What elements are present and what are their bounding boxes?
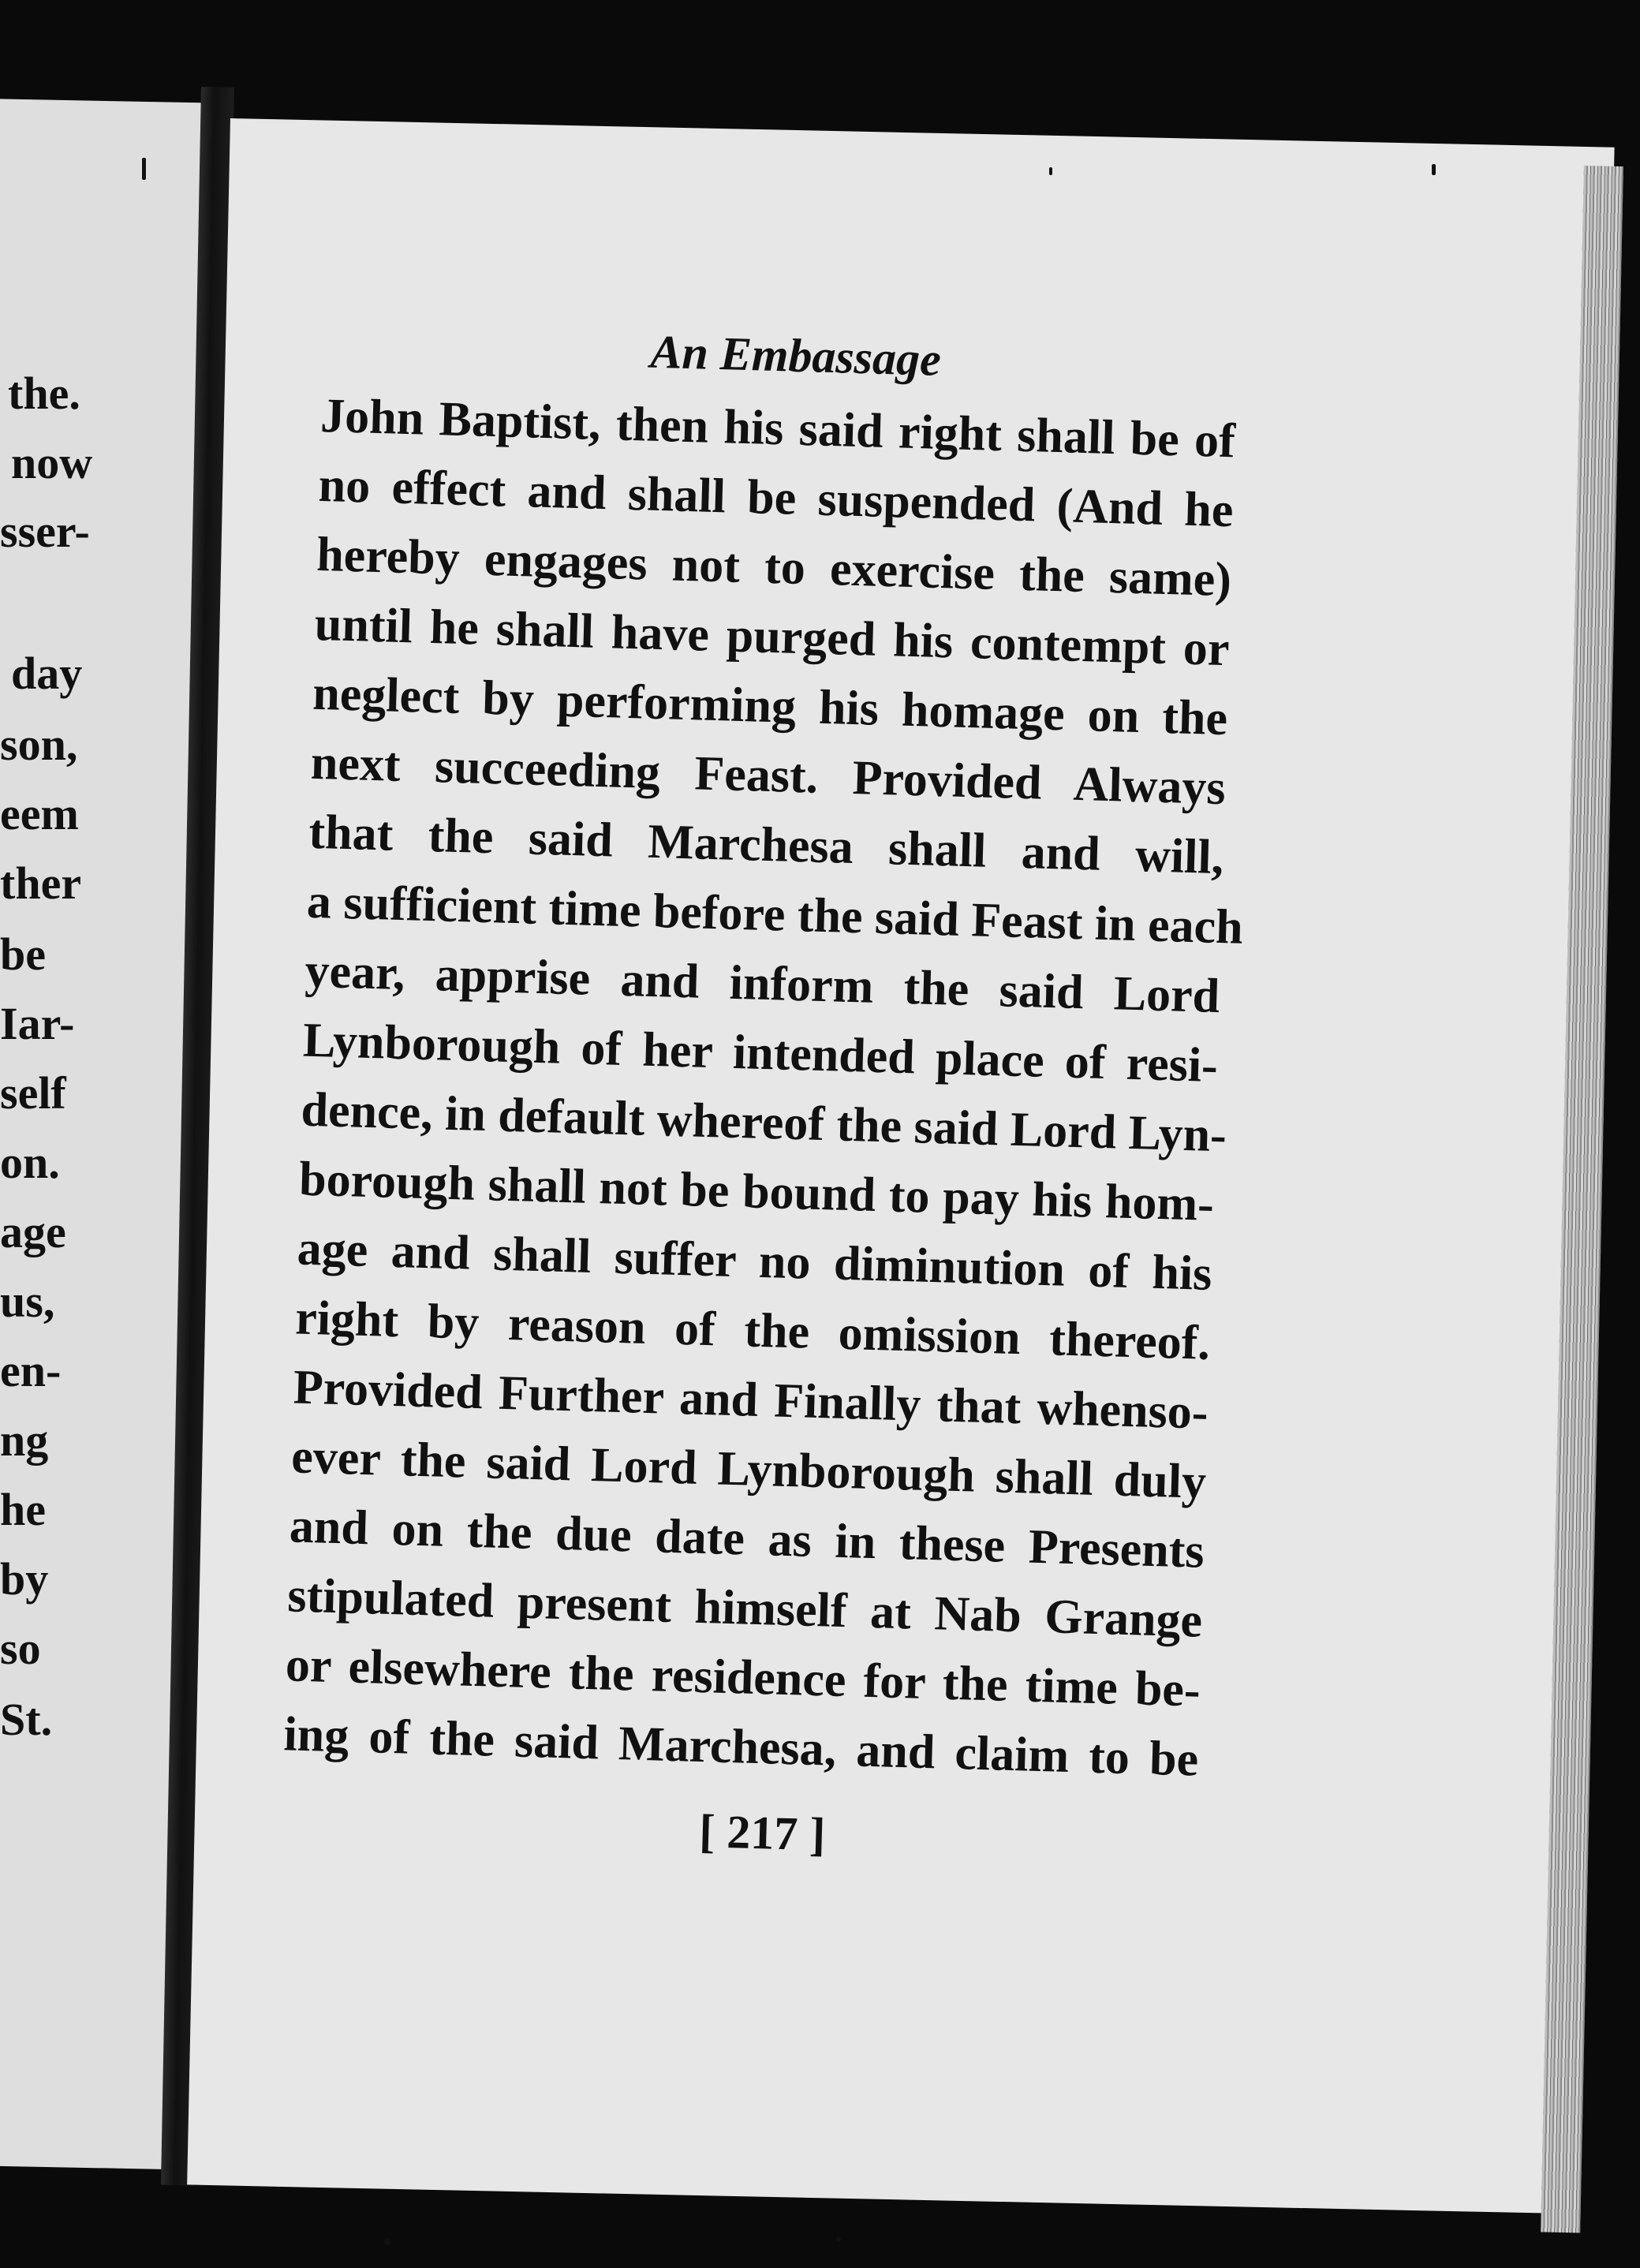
left-fragment: age xyxy=(0,1206,66,1257)
left-fragment: day xyxy=(11,648,83,699)
text-line: year, apprise and inform the said Lord xyxy=(304,943,1221,1024)
text-line: next succeeding Feast. Provided Always xyxy=(310,735,1227,816)
left-fragment: the. xyxy=(8,368,80,419)
text-line: until he shall have purged his contempt or xyxy=(313,596,1231,677)
left-fragment: so xyxy=(0,1623,41,1674)
text-line: stipulated present himself at Nab Grange xyxy=(286,1568,1204,1648)
left-fragment: us, xyxy=(0,1276,55,1327)
left-fragment: Iar- xyxy=(0,998,75,1049)
text-line: and on the due date as in these Presents xyxy=(289,1499,1205,1579)
text-line: Provided Further and Finally that whenso- xyxy=(292,1360,1209,1440)
left-fragment: self xyxy=(0,1067,66,1119)
left-fragment: sser- xyxy=(0,506,90,557)
text-line: John Baptist, then his said right shall be of xyxy=(319,388,1236,469)
text-line: Lynborough of her intended place of resi- xyxy=(302,1013,1219,1093)
text-line: no effect and shall be suspended (And he xyxy=(317,458,1235,538)
left-fragment: en- xyxy=(0,1345,62,1396)
text-line: age and shall suffer no diminution of his xyxy=(296,1221,1213,1301)
text-line: a sufficient time before the said Feast in each xyxy=(306,874,1244,955)
text-line: right by reason of the omission thereof. xyxy=(294,1291,1211,1370)
left-fragment: on. xyxy=(0,1137,60,1188)
left-fragment: by xyxy=(0,1553,49,1605)
text-line: dence, in default whereof the said Lord Lyn- xyxy=(300,1082,1227,1163)
left-fragment: ther xyxy=(0,858,82,909)
dust-speck xyxy=(1432,164,1436,175)
dust-speck xyxy=(142,158,146,180)
page-text-block xyxy=(281,312,1244,1873)
left-fragment: ng xyxy=(0,1414,49,1466)
text-line: ing of the said Marchesa, and claim to be xyxy=(282,1707,1200,1787)
running-header: An Embassage xyxy=(649,325,942,386)
dust-speck xyxy=(384,2239,390,2245)
text-line: hereby engages not to exercise the same) xyxy=(316,527,1232,607)
left-fragment: son, xyxy=(0,719,78,770)
text-line: or elsewhere the residence for the time be- xyxy=(285,1638,1201,1717)
left-fragment: he xyxy=(0,1484,46,1535)
text-line: ever the said Lord Lynborough shall duly xyxy=(290,1429,1207,1509)
text-line: neglect by performing his homage on the xyxy=(312,666,1228,746)
dust-speck xyxy=(1049,167,1052,175)
text-line: borough shall not be bound to pay his hom- xyxy=(298,1152,1215,1231)
left-fragment: St. xyxy=(0,1694,53,1745)
left-fragment: eem xyxy=(0,788,79,839)
page-number: [ 217 ] xyxy=(698,1805,827,1861)
text-line: that the said Marchesa shall and will, xyxy=(308,805,1225,885)
dust-speck xyxy=(836,2237,841,2242)
left-fragment: be xyxy=(0,928,46,980)
left-fragment: now xyxy=(11,437,93,488)
